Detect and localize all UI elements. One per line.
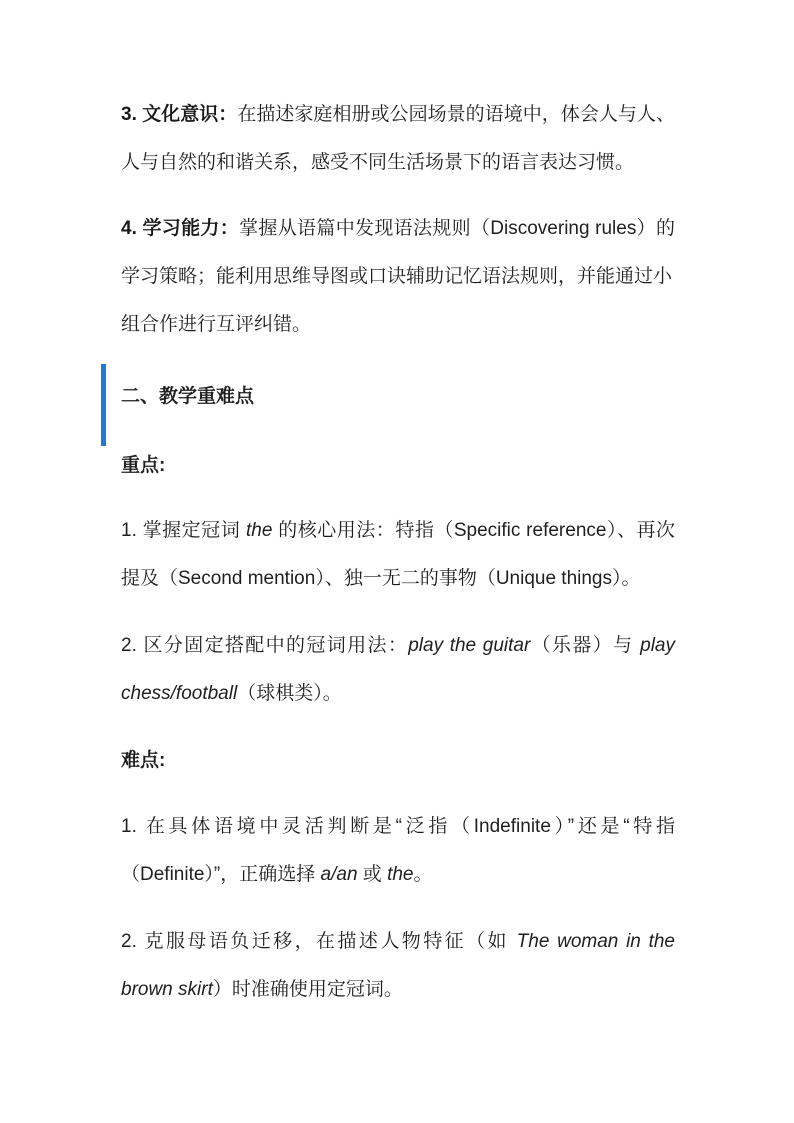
culture-goal-line1: 3. 文化意识：在描述家庭相册或公园场景的语境中，体会人与人、 [121,104,675,125]
culture-goal-title: 3. 文化意识： [121,104,238,125]
learning-goal-line3: 组合作进行互评纠错。 [121,314,312,335]
key-point-2-line2: chess/football（球棋类）。 [121,683,342,704]
difficult-point-1-line2: （Definite）”，正确选择 a/an 或 the。 [121,864,433,885]
key-points-label: 重点: [121,455,166,476]
culture-goal-line2: 人与自然的和谐关系，感受不同生活场景下的语言表达习惯。 [121,152,635,173]
key-point-2-line1: 2. 区分固定搭配中的冠词用法：play the guitar（乐器）与 play [121,635,675,656]
difficult-point-1-line1: 1. 在具体语境中灵活判断是“泛指（Indefinite）”还是“特指 [121,816,675,837]
section-heading: 二、教学重难点 [121,386,255,407]
difficult-points-label: 难点: [121,750,166,771]
difficult-point-2-line2: brown skirt）时准确使用定冠词。 [121,979,403,1000]
section-heading-bar [101,364,106,446]
learning-goal-line2: 学习策略；能利用思维导图或口诀辅助记忆语法规则，并能通过小 [121,266,673,287]
key-point-1-line2: 提及（Second mention）、独一无二的事物（Unique things）。 [121,568,641,589]
learning-goal-line1: 4. 学习能力：掌握从语篇中发现语法规则（Discovering rules）的 [121,218,675,239]
difficult-point-2-line1: 2. 克服母语负迁移，在描述人物特征（如 The woman in the [121,931,676,952]
learning-goal-title: 4. 学习能力： [121,218,240,239]
key-point-1-line1: 1. 掌握定冠词 the 的核心用法：特指（Specific reference）、再次 [121,520,676,541]
